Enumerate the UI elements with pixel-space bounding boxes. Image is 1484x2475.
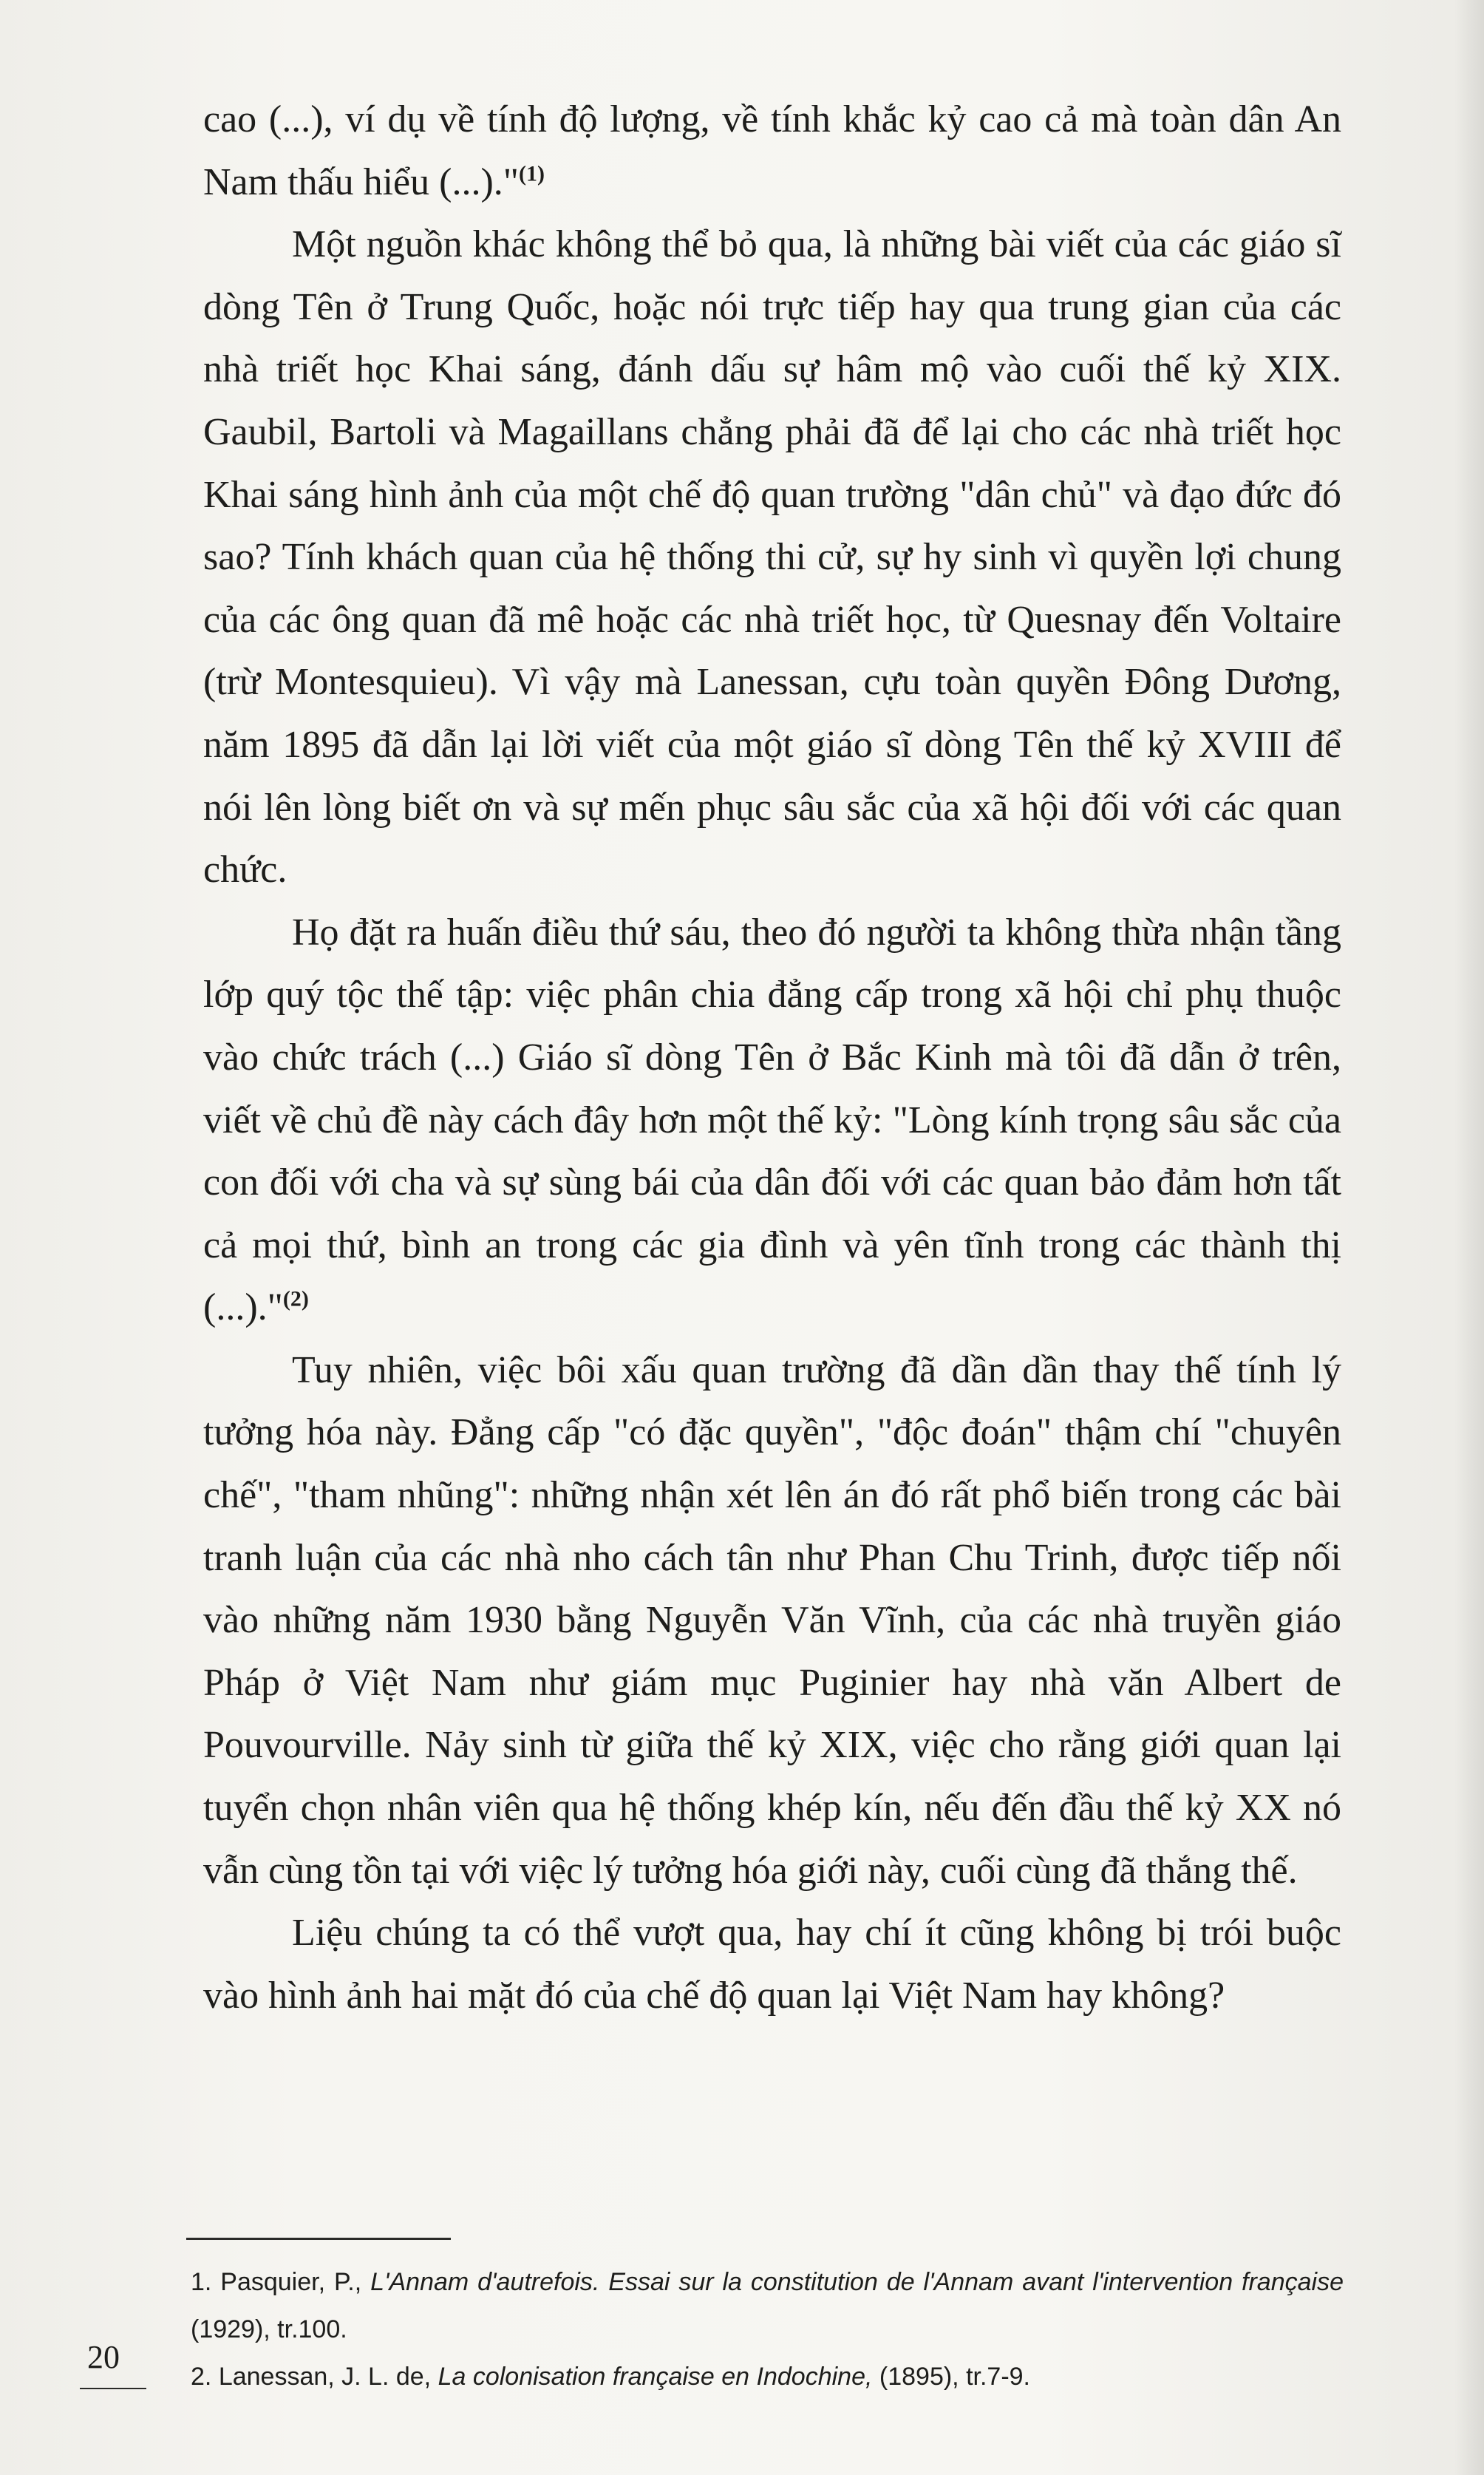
footnote-2-author: Lanessan, J. L. de,: [218, 2363, 432, 2391]
footnote-2: [191, 2353, 1344, 2400]
footnote-1-title: L'Annam d'autrefois. Essai sur la constitution de l'Annam avant l'intervention française: [370, 2268, 1344, 2296]
footnote-2-title: La colonisation française en Indochine,: [438, 2363, 873, 2391]
page-number: 20: [87, 2339, 120, 2375]
footnote-1-rest: (1929), tr.100.: [191, 2315, 347, 2343]
footnote-ref-2: (2): [282, 1286, 309, 1311]
paragraph-3: [203, 902, 1341, 1340]
paragraph-2: [203, 214, 1341, 902]
footnote-2-number: 2.: [191, 2363, 212, 2391]
footnote-1-author: Pasquier, P.,: [220, 2268, 362, 2296]
paragraph-1: [203, 89, 1341, 214]
paragraph-4-text: Tuy nhiên, việc bôi xấu quan trường đã dần dần thay thế tính lý tưởng hóa này. Đẳng cấp "có đặc quyền", "độc đoán" thậm chí "chuyên chế", "tham nhũng": những nhận xét lên án đó rất phổ biến trong các bài tranh luận của các nhà nho cách tân như Phan Chu Trinh, được tiếp nối vào những năm 1930 bằng Nguyễn Văn Vĩnh, của các nhà truyền giáo Pháp ở Việt Nam như giám mục Puginier hay nhà văn Albert de Pouvourville. Nảy sinh từ giữa thế kỷ XIX, việc cho rằng giới quan lại tuyển chọn nhân viên qua hệ thống khép kín, nếu đến đầu thế kỷ XX nó vẫn cùng tồn tại với việc lý tưởng hóa giới này, cuối cùng đã thắng thế.: [203, 1348, 1341, 1892]
paragraph-5-text: Liệu chúng ta có thể vượt qua, hay chí ít cũng không bị trói buộc vào hình ảnh hai mặt đó của chế độ quan lại Việt Nam hay không?: [203, 1912, 1341, 2017]
footnote-2-rest: (1895), tr.7-9.: [879, 2363, 1030, 2391]
footnote-1: [191, 2258, 1344, 2353]
paragraph-1-text: cao (...), ví dụ về tính độ lượng, về tính khắc kỷ cao cả mà toàn dân An Nam thấu hiểu (...).": [203, 98, 1341, 203]
paragraph-4: [203, 1340, 1341, 1902]
footnote-1-number: 1.: [191, 2268, 212, 2296]
page-number-underline: [80, 2388, 146, 2389]
paragraph-3-text: Họ đặt ra huấn điều thứ sáu, theo đó người ta không thừa nhận tầng lớp quý tộc thế tập: việc phân chia đẳng cấp trong xã hội chỉ phụ thuộc vào chức trách (...) Giáo sĩ dòng Tên ở Bắc Kinh mà tôi đã dẫn ở trên, viết về chủ đề này cách đây hơn một thế kỷ: "Lòng kính trọng sâu sắc của con đối với cha và sự sùng bái của dân đối với các quan bảo đảm hơn tất cả mọi thứ, bình an trong các gia đình và yên tĩnh trong các thành thị (...).": [203, 911, 1341, 1329]
footnote-ref-1: (1): [519, 161, 545, 186]
page-edge-shadow: [1454, 0, 1484, 2475]
footnote-divider: [186, 2238, 451, 2240]
paragraph-5: [203, 1902, 1341, 2027]
paragraph-2-text: Một nguồn khác không thể bỏ qua, là những bài viết của các giáo sĩ dòng Tên ở Trung Quốc, hoặc nói trực tiếp hay qua trung gian của các nhà triết học Khai sáng, đánh dấu sự hâm mộ vào cuối thế kỷ XIX. Gaubil, Bartoli và Magaillans chẳng phải đã để lại cho các nhà triết học Khai sáng hình ảnh của một chế độ quan trường "dân chủ" và đạo đức đó sao? Tính khách quan của hệ thống thi cử, sự hy sinh vì quyền lợi chung của các ông quan đã mê hoặc các nhà triết học, từ Quesnay đến Voltaire (trừ Montesquieu). Vì vậy mà Lanessan, cựu toàn quyền Đông Dương, năm 1895 đã dẫn lại lời viết của một giáo sĩ dòng Tên thế kỷ XVIII để nói lên lòng biết ơn và sự mến phục sâu sắc của xã hội đối với các quan chức.: [203, 223, 1341, 892]
body-text: [203, 89, 1341, 2027]
footnotes: [191, 2258, 1344, 2400]
